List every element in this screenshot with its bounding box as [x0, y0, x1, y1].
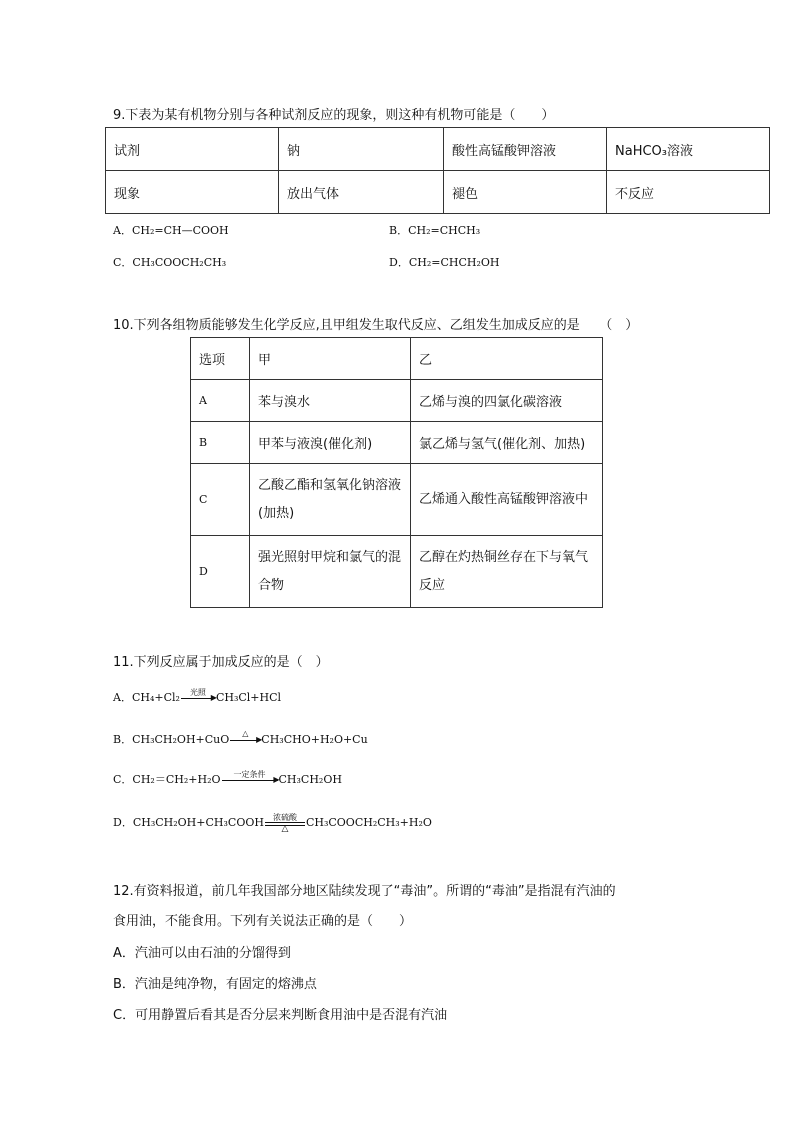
q11-option-a	[113, 689, 281, 705]
q10-cell: A	[191, 380, 250, 422]
arrow-condition: 光照	[189, 688, 206, 697]
arrow-condition: △	[242, 729, 249, 738]
q10-cell: C	[191, 464, 250, 536]
arrow-condition-below: △	[281, 824, 289, 834]
q9-cell: 试剂	[106, 128, 279, 171]
q9-cell: 不反应	[607, 171, 770, 214]
q11-b-right: CH₃CHO+H₂O+Cu	[261, 733, 368, 746]
q11-stem: 11.下列反应属于加成反应的是（ ）	[113, 655, 329, 670]
q9-cell: 现象	[106, 171, 279, 214]
q12-stem-line2: 食用油，不能食用。下列有关说法正确的是（ ）	[113, 914, 413, 929]
q12-option-a: A．汽油可以由石油的分馏得到	[113, 946, 291, 961]
q9-cell: 褪色	[444, 171, 607, 214]
q11-a-left: A．CH₄+Cl₂	[113, 691, 180, 704]
q10-cell: 乙醇在灼热铜丝存在下与氧气反应	[411, 536, 603, 608]
q10-header-cell: 选项	[191, 338, 250, 380]
q9-stem: 9.下表为某有机物分别与各种试剂反应的现象，则这种有机物可能是（ ）	[113, 108, 555, 123]
q10-stem: 10.下列各组物质能够发生化学反应,且甲组发生取代反应、乙组发生加成反应的是 （ ）	[113, 318, 639, 333]
arrow-condition: 一定条件	[233, 770, 266, 779]
q11-option-d	[113, 813, 432, 834]
reversible-arrow	[265, 813, 305, 834]
q10-cell: 甲苯与液溴(催化剂)	[250, 422, 411, 464]
q12-option-b: B．汽油是纯净物，有固定的熔沸点	[113, 977, 317, 992]
q9-option-c: C．CH₃COOCH₂CH₃	[113, 256, 227, 269]
q10-cell: D	[191, 536, 250, 608]
q11-d-left: D．CH₃CH₂OH+CH₃COOH	[113, 816, 264, 829]
q9-table	[105, 127, 770, 214]
q10-cell: 氯乙烯与氢气(催化剂、加热)	[411, 422, 603, 464]
q10-header-cell: 甲	[250, 338, 411, 380]
q11-b-left: B．CH₃CH₂OH+CuO	[113, 733, 230, 746]
q12-option-c: C．可用静置后看其是否分层来判断食用油中是否混有汽油	[113, 1008, 448, 1023]
q11-option-b	[113, 731, 368, 747]
q10-header-cell: 乙	[411, 338, 603, 380]
q9-cell: 放出气体	[279, 171, 444, 214]
q11-c-left: C．CH₂＝CH₂+H₂O	[113, 773, 221, 786]
q10-cell: 乙烯通入酸性高锰酸钾溶液中	[411, 464, 603, 536]
q9-option-b: B．CH₂=CHCH₃	[389, 224, 481, 237]
q9-cell: 酸性高锰酸钾溶液	[444, 128, 607, 171]
q10-cell: B	[191, 422, 250, 464]
q11-c-right: CH₃CH₂OH	[278, 773, 342, 786]
q11-option-c	[113, 771, 342, 787]
q9-option-a: A．CH₂=CH—COOH	[113, 224, 229, 237]
q9-cell: NaHCO₃溶液	[607, 128, 770, 171]
q10-cell: 苯与溴水	[250, 380, 411, 422]
q11-d-right: CH₃COOCH₂CH₃+H₂O	[305, 816, 432, 829]
q10-cell: 乙烯与溴的四氯化碳溶液	[411, 380, 603, 422]
reaction-arrow: △ ▶	[230, 734, 260, 746]
q12-stem-line1: 12.有资料报道，前几年我国部分地区陆续发现了“毒油”。所谓的“毒油”是指混有汽油的	[113, 884, 616, 899]
reaction-arrow: 一定条件 ▶	[222, 774, 278, 786]
q10-cell: 乙酸乙酯和氢氧化钠溶液(加热)	[250, 464, 411, 536]
reaction-arrow: 光照 ▶	[181, 692, 215, 704]
q11-a-right: CH₃Cl+HCl	[215, 691, 282, 704]
q9-option-d: D．CH₂=CHCH₂OH	[389, 256, 500, 269]
q9-cell: 钠	[279, 128, 444, 171]
q10-cell: 强光照射甲烷和氯气的混合物	[250, 536, 411, 608]
q10-table	[190, 337, 603, 608]
arrow-condition: 浓硫酸	[272, 813, 297, 822]
